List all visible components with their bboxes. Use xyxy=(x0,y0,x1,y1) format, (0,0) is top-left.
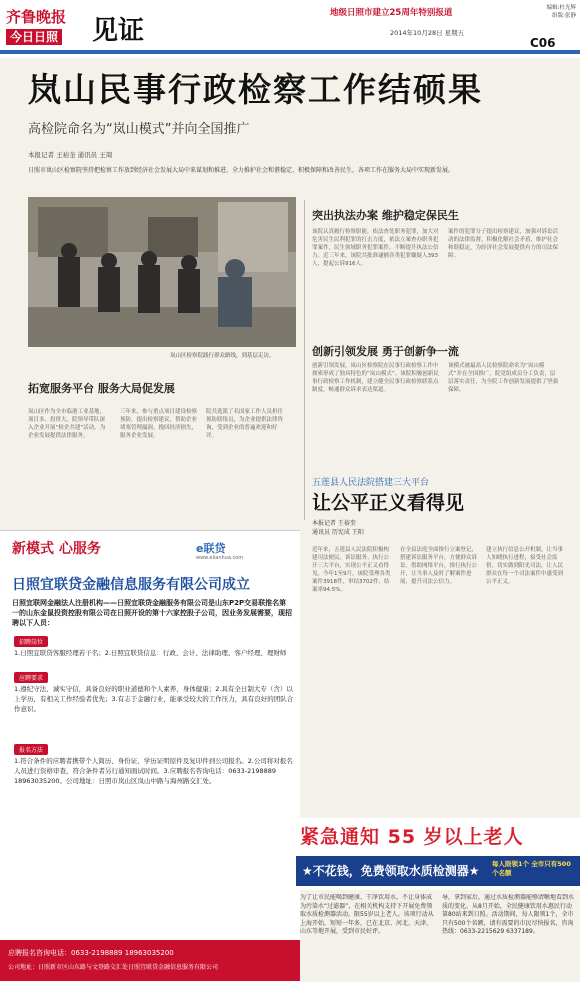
section-3-col-2: 三年来，参与重点项目建设检察预防，提出检察建议，帮助企业堵塞管理漏洞，挽回经济损失，服务企业发展。 xyxy=(120,409,198,439)
main-byline: 本报记者 王裕奎 通讯员 王周 xyxy=(28,151,113,159)
photo-caption: 岚山区检察院践行群众路线，到基层走访。 xyxy=(170,353,275,359)
page-header: 地级日照市建立25周年特别报道 xyxy=(330,8,453,18)
date-line: 2014年10月28日 星期五 xyxy=(390,29,465,37)
story2-kicker: 五莲县人民法院搭建三大平台 xyxy=(312,478,430,488)
section-3-col-3: 院共选派了名国家工作人员担任预防联络员，为企业提供法律咨询，受到企业的普遍欢迎和好评。 xyxy=(206,409,284,439)
notice-body-2: 导，拿到家后，通过水质检测器能够清晰地看到水质的变化。从8月开始，全民健康饮用水惠民行动第80站来到日照。活动期间，每人限领1个，全市只有500个名额，请有需要的市民尽快报名，咨询热线：0633-2215629 6337189。 xyxy=(442,894,575,935)
story2-byline: 本报记者 王裕奎 通讯员 历宪成 王阳 xyxy=(312,520,364,536)
logo-title: 齐鲁晚报 xyxy=(6,8,67,26)
photo-illustration xyxy=(28,197,296,347)
story2-col-3: 建立执行信息公开机制，让当事人知晓执行进程，接受社会监督，切实做到阳光司法，让人民群众在每一个司法案件中感受到公平正义。 xyxy=(486,547,564,585)
ad-footer xyxy=(0,940,300,981)
ad-tag-apply: 报名方法 xyxy=(14,744,48,755)
notice-body-1: 为了让市民能喝到健康、干净饮用水，不让身体成为污染水“过滤器”，在相关机构支持下开展免费领取水质检测器活动，限55岁以上老人。该项行动从上海开始，短短一年多，已在北京、河北、天津、山东等地开展，受到市民好评。 xyxy=(300,894,434,935)
section-title: 见证 xyxy=(92,16,145,46)
ad-footer-phone: 应聘报名咨询电话：0633-2198889 18963035200 xyxy=(8,949,174,957)
news-photo xyxy=(28,197,296,347)
header-rule xyxy=(0,50,580,54)
ad-intro: 日照宜联网金融法人注册机构——日照宜联贷金融服务有限公司是山东P2P交易联推名第一的山东金鼠投资控股有限公司在日照开设的第十六家控股子公司，因业务发展需要，现招聘以下人员： xyxy=(12,599,292,627)
main-subhead: 高检院命名为“岚山模式”并向全国推广 xyxy=(28,122,250,137)
newspaper-logo xyxy=(6,8,86,48)
story2-col-2: 在全县法庭全面推行立案登记，搭建诉讼服务平台，方便群众诉讼。借助网络平台，推行执行公开，让当事人及时了解案件进展，提升司法公信力。 xyxy=(400,547,478,585)
section-heading-1: 突出执法办案 维护稳定保民生 xyxy=(312,209,459,222)
ad-positions: 1.日照宜联贷客服经理若干名；2.日照宜联贷信息：行政、会计、法律助理、客户经理、理财师 xyxy=(14,649,287,657)
section-2-col-2: 该模式被最高人民检察院命名为“岚山模式”并在全国推广。院党组成员分工负责，层层落实责任，为全院工作创新发展提供了坚强保障。 xyxy=(448,363,558,393)
notice-bar-note: 每人限领1个 全市只有500个名额 xyxy=(492,860,571,877)
ad-brand-logo: e联贷 xyxy=(196,542,226,555)
section-3-col-1: 岚山区作为全市临港工业基地，项目多、投资大。院领导带队深入企业开展“检企共建”活动，为企业发展提供法律服务。 xyxy=(28,409,106,439)
page-number: C06 xyxy=(530,36,556,50)
editors: 编辑:杜光辉 组版:张静 xyxy=(546,5,576,19)
ad-tag-requirements: 应聘要求 xyxy=(14,672,48,683)
story2-col-1: 近年来，五莲县人民法院积极构建司法便民、诉讼服务、执行公开三大平台，实现公平正义看得见。今年1至9月，该院受理各类案件3918件，审结3702件，结案率94.5%。 xyxy=(312,547,391,593)
notice-headline: 紧急通知 55 岁以上老人 xyxy=(300,826,524,848)
main-headline: 岚山民事行政检察工作结硕果 xyxy=(28,70,483,109)
logo-subtitle: 今日日照 xyxy=(6,29,62,45)
notice-bar-text: ★不花钱，免费领取水质检测器★ xyxy=(302,864,480,878)
ad-title: 日照宜联贷金融信息服务有限公司成立 xyxy=(12,577,250,593)
ad-footer-address: 公司地址：日照新市区山东路与文登路交汇处日照宜联贷金融信息服务有限公司 xyxy=(8,964,219,971)
section-1-col-1: 该院认真履行检察职能，依法查处职务犯罪，加大对危害民生民利犯罪的打击力度，依法立案查办职务犯罪案件，民生领域职务犯罪案件，不断提升执法公信力。近三年来，该院共批准逮捕各类犯罪嫌疑人393人，提起公诉916人。 xyxy=(312,229,439,267)
ad-tag-positions: 招聘岗位 xyxy=(14,636,48,647)
ad-slogan: 新模式 心服务 xyxy=(12,541,101,557)
section-heading-3: 拓宽服务平台 服务大局促发展 xyxy=(28,382,175,395)
story2-headline: 让公平正义看得见 xyxy=(312,492,465,514)
column-rule xyxy=(304,200,305,520)
section-heading-2: 创新引领发展 勇于创新争一流 xyxy=(312,345,459,358)
ad-website: www.elianhua.com xyxy=(196,555,244,561)
ad-requirements: 1.遵纪守法、诚实守信，具备良好的职业道德和个人素养，身体健康；2.具有全日制大专（含）以上学历，有相关工作经验者优先；3.有志于金融行业，能承受较大的工作压力，具有良好的团队合作意识。 xyxy=(14,685,294,713)
ad-apply-info: 1.符合条件的应聘者携带个人简历、身份证、学历证明原件及复印件到公司报名。2.公司将对报名人员进行资格审查，符合条件者另行通知面试时间。3.应聘报名咨询电话：0633-2198889 18963035200。公司地址：日照市岚山区岚山中路与海州路交汇处。 xyxy=(14,757,293,785)
section-2-col-1: 创新引领发展，岚山区检察院在民事行政检察工作中探索形成了独具特色的“岚山模式”。该院积极创新民事行政检察工作机制，建立健全民事行政检察联系点制度，畅通群众诉求表达渠道。 xyxy=(312,363,439,393)
main-lead: 日照市岚山区检察院坚持把检察工作放到经济社会发展大局中来谋划和推进，全力推护社会和谐稳定、积极保障和改善民生，各项工作在服务大局中实现新发展。 xyxy=(28,167,455,174)
section-1-col-2: 案件的犯罪分子提出检察建议，加强对诉讼活动的法律监督。积极化解社会矛盾，维护社会和谐稳定，为经济社会发展提供有力的司法保障。 xyxy=(448,229,558,259)
